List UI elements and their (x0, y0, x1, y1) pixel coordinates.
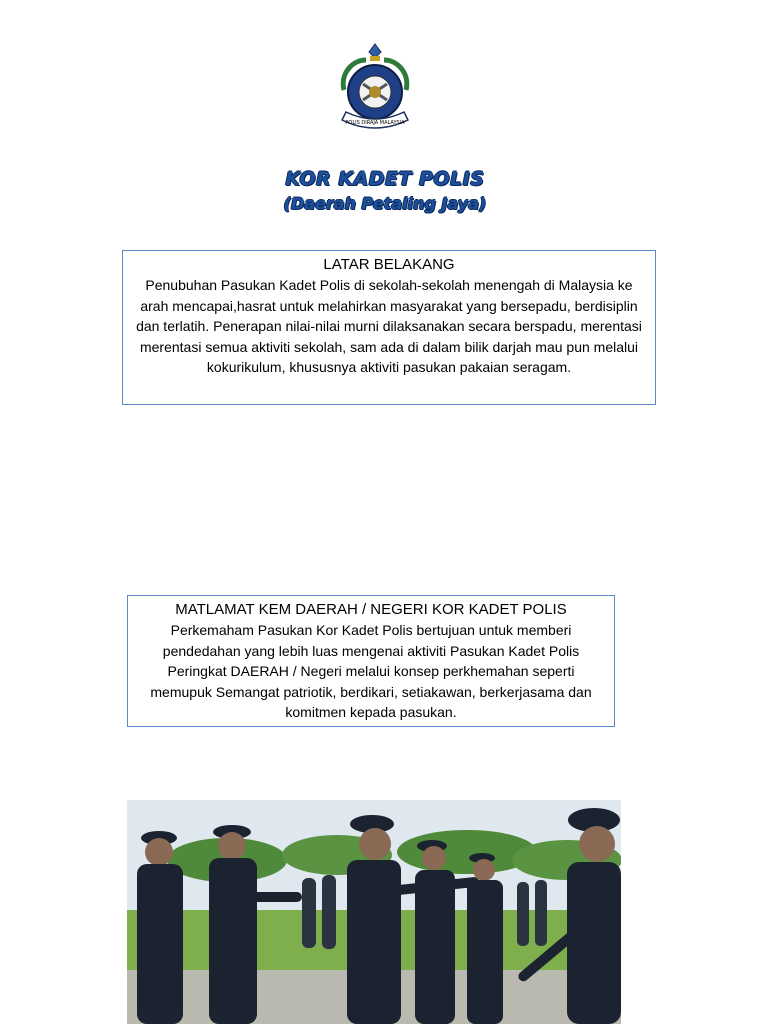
polis-diraja-malaysia-crest-icon (330, 40, 420, 136)
page-subtitle: (Daerah Petaling Jaya) (283, 194, 487, 213)
police-crest-logo (330, 40, 420, 136)
title-block (200, 166, 570, 216)
logo-text: POLIS DIRAJA MALAYSIA (345, 120, 405, 126)
marching-photo-illustration (127, 800, 621, 1024)
section-heading-latar-belakang: LATAR BELAKANG (323, 256, 455, 273)
section-body-matlamat: Perkemaham Pasukan Kor Kadet Polis bertujuan untuk memberi pendedahan yang lebih luas mengenai aktiviti Pasukan Kadet Polis Peringkat DAERAH / Negeri melalui konsep perkhemahan seperti memupuk Semangat patriotik, berdikari, setiakawan, berkerjasama dan komitmen kepada pasukan. (150, 622, 592, 720)
section-heading-matlamat: MATLAMAT KEM DAERAH / NEGERI KOR KADET POLIS (175, 601, 567, 618)
matlamat-box (127, 595, 615, 727)
police-cadets-marching-photo (127, 800, 621, 1024)
page-title: KOR KADET POLIS (285, 168, 485, 190)
section-body-latar-belakang: Penubuhan Pasukan Kadet Polis di sekolah-sekolah menengah di Malaysia ke arah mencapai,hasrat untuk melahirkan masyarakat yang bersepadu, berdisiplin dan terlatih. Penerapan nilai-nilai murni dilaksanakan secara berspadu, merentasi merentasi semua aktiviti sekolah, sam ada di dalam bilik darjah mau pun melalui kokurikulum, khususnya aktiviti pasukan pakaian seragam. (136, 277, 642, 375)
latar-belakang-box (122, 250, 656, 405)
